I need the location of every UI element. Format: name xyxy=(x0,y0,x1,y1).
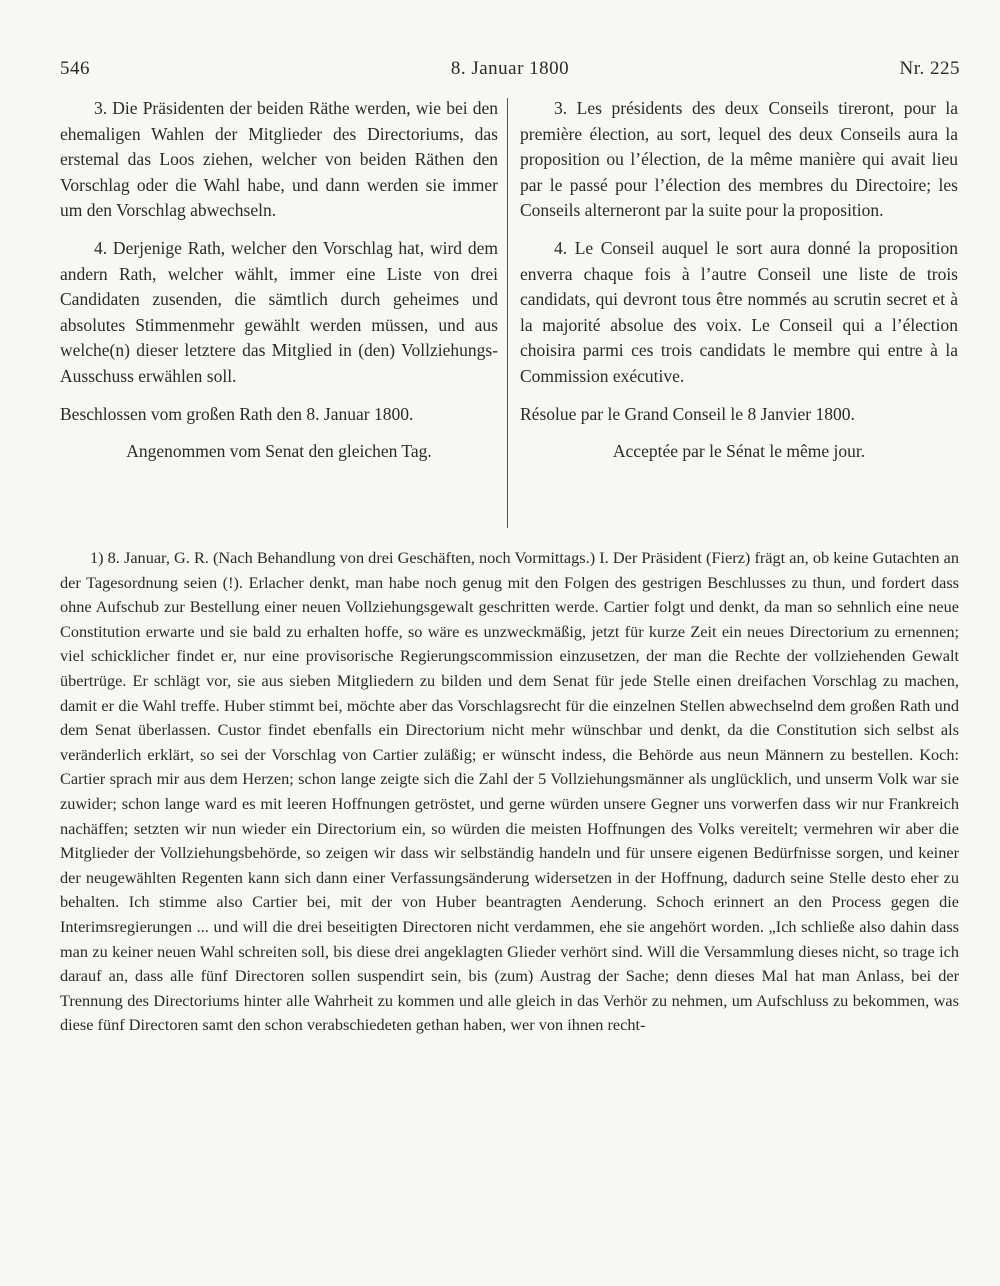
footnote-text: 1) 8. Januar, G. R. (Nach Behandlung von drei Geschäften, noch Vormittags.) I. Der Präsident (Fierz) frägt an, ob keine Gutachten an der Tagesordnung seien (!). Erlacher denkt, man habe noch genug mit den Folgen des gestrigen Beschlusses zu thun, und fordert dass ohne Aufschub zur Bestellung einer neuen Vollziehungsgewalt geschritten werde. Cartier folgt und denkt, da man so sehnlich eine neue Constitution erwarte und sie bald zu erhalten hoffe, so wäre es unzweckmäßig, jetzt für kurze Zeit ein neues Directorium zu ernennen; viel schicklicher findet er, nur eine provisorische Regierungscommission einzusetzen, der man die Rechte der vollziehenden Gewalt übertrüge. Er schlägt vor, sie aus sieben Mitgliedern zu bilden und dem Senat für jede Stelle einen dreifachen Vorschlag zu machen, damit er die Wahl treffe. Huber stimmt bei, möchte aber das Vorschlagsrecht für die einzelnen Stellen abwechselnd dem großen Rath und dem Senat überlassen. Custor findet ebenfalls ein Directorium nicht mehr wünschbar und denkt, da die Constitution sich selbst als veränderlich erklärt, so sei der Vorschlag von Cartier zuläßig; er wünscht indess, die Behörde aus neun Männern zu bestellen. Koch: Cartier sprach mir aus dem Herzen; schon lange zeigte sich die Zahl der 5 Vollziehungsmänner als unglücklich, und unserm Volk war sie zuwider; schon lange ward es mit leeren Hoffnungen getröstet, und gerne würden unsere Gegner uns vorwerfen dass wir nur Frankreich nachäffen; setzten wir nun wieder ein Directorium ein, so würden die meisten Hoffnungen des Volks vereitelt; vermehren wir aber die Mitglieder der Vollziehungsbehörde, so zeigen wir dass wir selbständig handeln und für unsere eigenen Bedürfnisse sorgen, und keiner der neugewählten Regenten kann sich dann einer Verfassungsänderung widersetzen in der Hoffnung, dadurch seine Stelle desto eher zu behalten. Ich stimme also Cartier bei, mit der von Huber beantragten Aenderung. Schoch erinnert an den Process gegen die Interimsregierungen ... und will die drei beseitigten Directoren nicht verdammen, ehe sie angehört worden. „Ich schließe also dahin dass man zu keiner neuen Wahl schreiten soll, bis diese drei angeklagten Glieder verhört sind. Will die Versammlung dieses nicht, so trage ich darauf an, dass alle fünf Directoren sollen suspendirt sein, bis (zum) Austrag der Sache; denn dieses Mal hat man Anlass, bei der Trennung des Directoriums hinter alle Wahrheit zu kommen und alle gleich in das Verhör zu nehmen, um Aufschluss zu bekommen, was diese fünf Directoren samt den schon verabschiedeten gethan haben, wer von ihnen recht- xyxy=(60,548,959,1035)
document-number: Nr. 225 xyxy=(899,58,960,79)
german-resolution-line: Beschlossen vom großen Rath den 8. Januar 1800. xyxy=(60,403,414,424)
german-paragraph-3: 3. Die Präsidenten der beiden Räthe werden, wie bei den ehemaligen Wahlen der Mitglieder des Directoriums, das erstemal das Loos ziehen, welcher von beiden Räthen den Vorschlag oder die Wahl habe, und dann werden sie immer um den Vorschlag abwechseln. xyxy=(60,98,498,221)
header-date: 8. Januar 1800 xyxy=(450,58,570,79)
french-resolution-line: Résolue par le Grand Conseil le 8 Janvier 1800. xyxy=(520,403,855,424)
german-column xyxy=(60,96,498,465)
german-acceptance-line: Angenommen vom Senat den gleichen Tag. xyxy=(126,441,432,462)
footnote xyxy=(60,546,959,1038)
page-number: 546 xyxy=(60,58,90,79)
german-paragraph-4: 4. Derjenige Rath, welcher den Vorschlag hat, wird dem andern Rath, welcher wählt, immer eine Liste von drei Candidaten zusenden, die sämtlich durch geheimes und absolutes Stimmenmehr gewählt werden müssen, und aus welche(n) dieser letztere das Mitglied in (den) Vollziehungs-Ausschuss erwählen soll. xyxy=(60,237,498,386)
french-paragraph-3: 3. Les présidents des deux Conseils tireront, pour la première élection, au sort, lequel des deux Conseils aura la proposition ou l’élection, de la même manière qui avait lieu par le passé pour l’élection des membres du Directoire; les Conseils alterneront par la suite pour la proposition. xyxy=(520,98,958,221)
french-acceptance-line: Acceptée par le Sénat le même jour. xyxy=(612,441,866,462)
column-divider xyxy=(507,98,508,528)
french-paragraph-4: 4. Le Conseil auquel le sort aura donné la proposition enverra chaque fois à l’autre Conseil une liste de trois candidats, qui devront tous être nommés au scrutin secret et à la majorité absolue des voix. Le Conseil qui a l’élection choisira parmi ces trois candidats le membre qui entre à la Commission exécutive. xyxy=(520,237,958,386)
page-header xyxy=(60,58,960,88)
french-column xyxy=(520,96,958,465)
